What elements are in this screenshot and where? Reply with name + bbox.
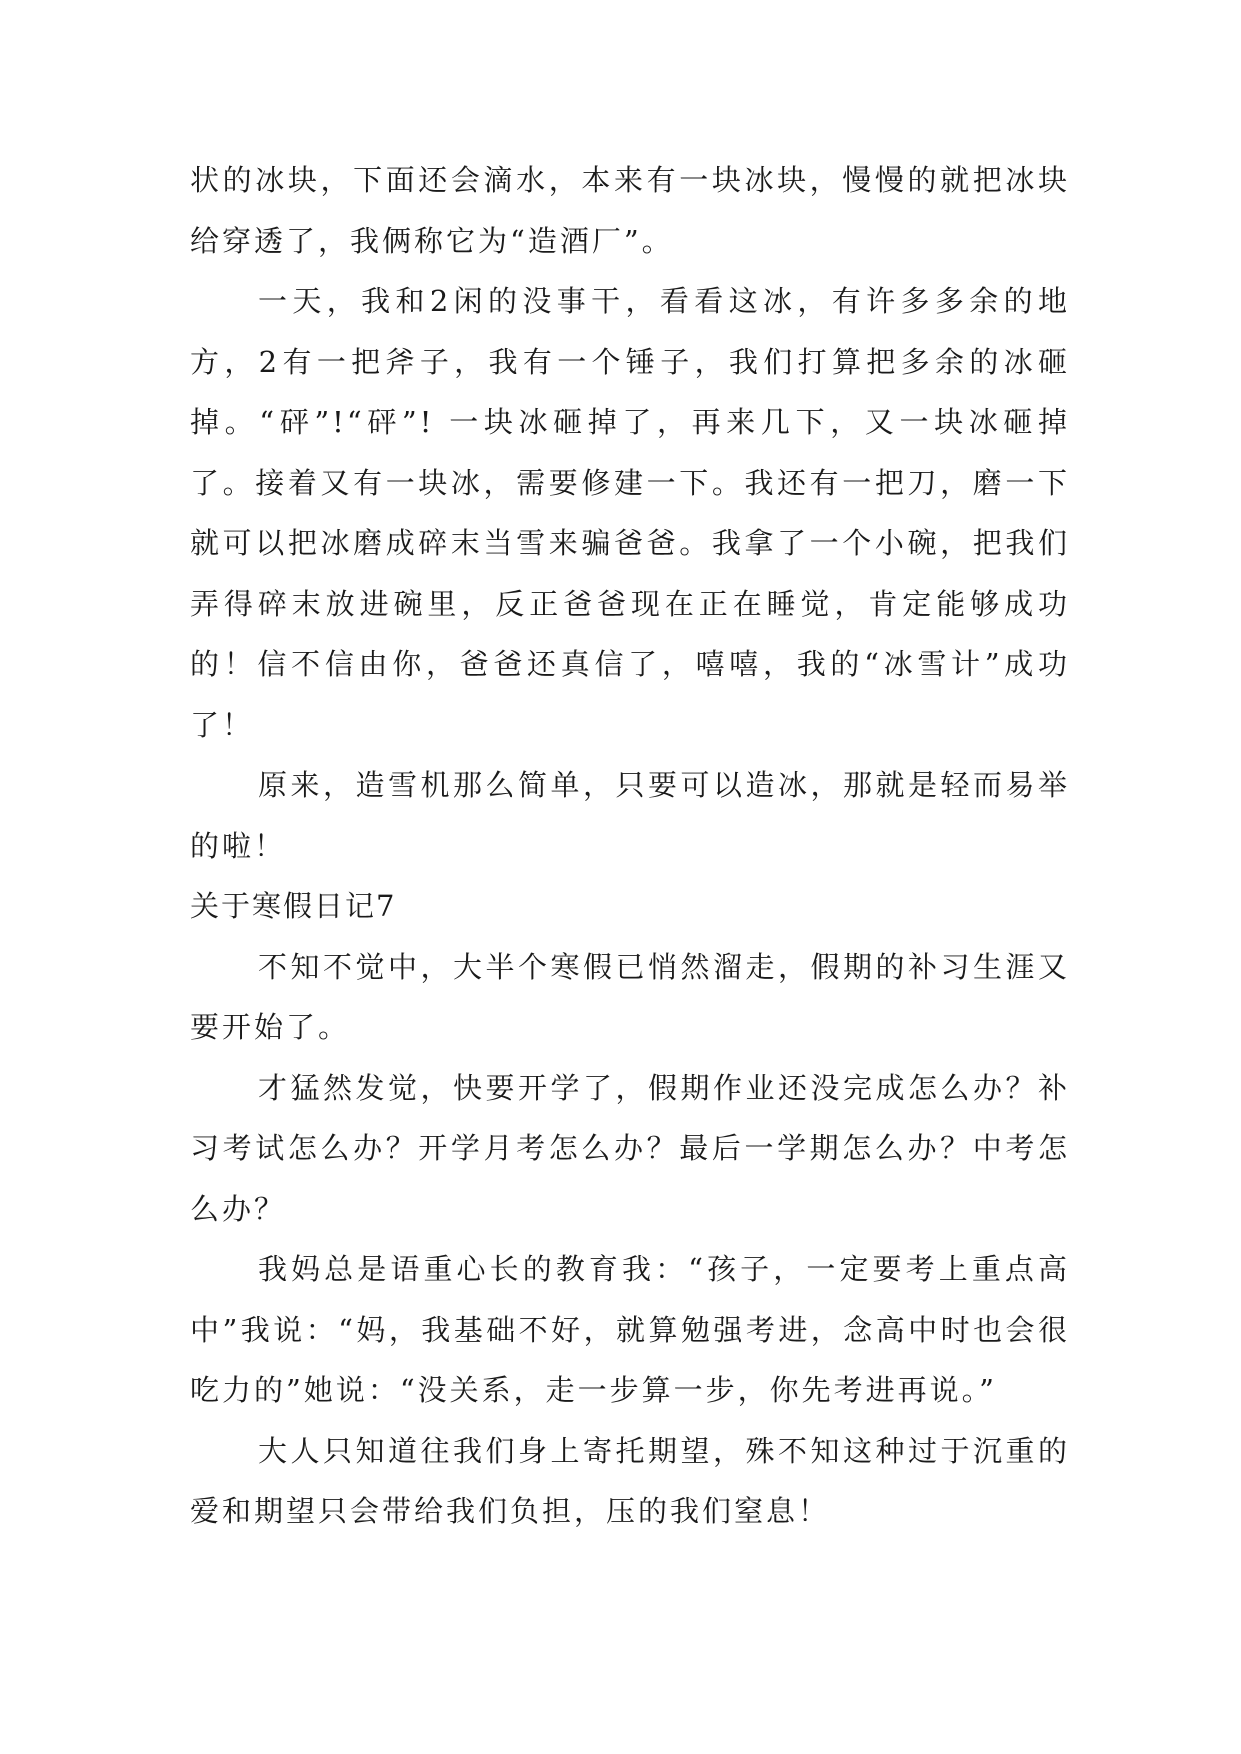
document-page [190, 150, 1070, 1542]
section-title: 关于寒假日记7 [190, 889, 397, 923]
paragraph-expectations-burden: 大人只知道往我们身上寄托期望，殊不知这种过于沉重的爱和期望只会带给我们负担，压的我们窒息！ [190, 1433, 1070, 1528]
paragraph-snow-machine-conclusion: 原来，造雪机那么简单，只要可以造冰，那就是轻而易举的啦！ [190, 768, 1070, 863]
paragraph-winter-break-passing: 不知不觉中，大半个寒假已悄然溜走，假期的补习生涯又要开始了。 [190, 949, 1070, 1044]
paragraph-ice-snow-trick: 一天，我和2闲的没事干，看看这冰，有许多多余的地方，2有一把斧子，我有一个锤子，我们打算把多余的冰砸掉。“砰”!“砰”! 一块冰砸掉了，再来几下，又一块冰砸掉了。接着又有一块冰，需要修建一下。我还有一把刀，磨一下就可以把冰磨成碎末当雪来骗爸爸。我拿了一个小碗，把我们弄得碎末放进碗里，反正爸爸现在正在睡觉，肯定能够成功的！信不信由你，爸爸还真信了，嘻嘻，我的“冰雪计”成功了！ [190, 284, 1070, 742]
paragraph-school-worries: 才猛然发觉，快要开学了，假期作业还没完成怎么办？补习考试怎么办？开学月考怎么办？最后一学期怎么办？中考怎么办？ [190, 1070, 1070, 1226]
paragraph-mother-dialogue: 我妈总是语重心长的教育我：“孩子，一定要考上重点高中”我说：“妈，我基础不好，就算勉强考进，念高中时也会很吃力的”她说：“没关系，走一步算一步，你先考进再说。” [190, 1252, 1070, 1407]
paragraph-ice-block-continued: 状的冰块，下面还会滴水，本来有一块冰块，慢慢的就把冰块给穿透了，我俩称它为“造酒厂”。 [190, 163, 1070, 258]
